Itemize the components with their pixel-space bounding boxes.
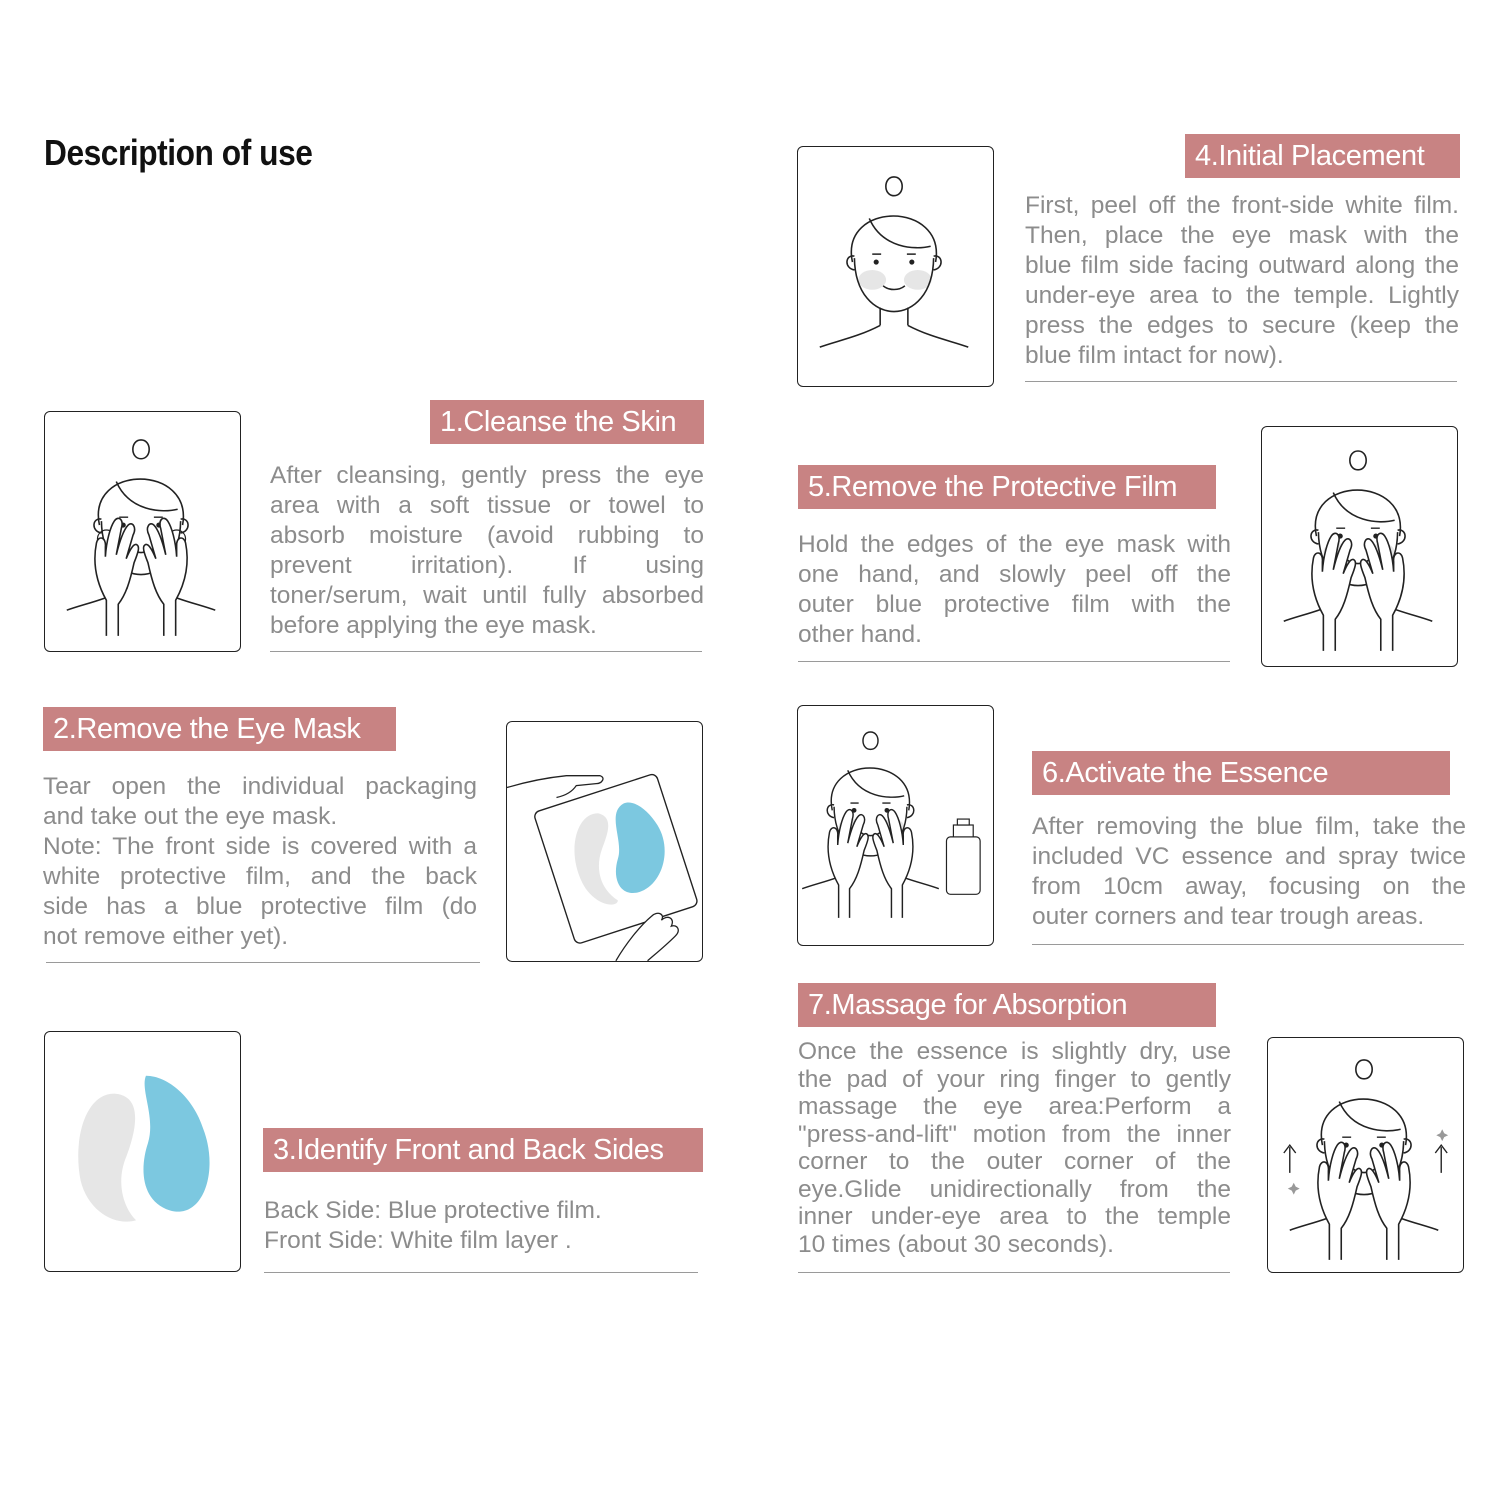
description-line: After cleansing, gently press the eye	[270, 462, 704, 489]
description-line: corner to the outer corner of the	[798, 1148, 1231, 1175]
description-line: First, peel off the front-side white film.	[1025, 192, 1459, 219]
step-4-divider	[1025, 381, 1457, 382]
description-line: before applying the eye mask.	[270, 612, 597, 639]
description-line: outer blue protective film with the	[798, 591, 1231, 618]
step-6-illustration	[797, 705, 994, 946]
face-hands-cheeks-icon	[45, 412, 240, 651]
description-line: blue film side facing outward along the	[1025, 252, 1459, 279]
description-line: 10 times (about 30 seconds).	[798, 1230, 1114, 1258]
description-line: other hand.	[798, 621, 922, 648]
description-line: toner/serum, wait until fully absorbed	[270, 582, 704, 609]
step-2-title: 2.Remove the Eye Mask	[43, 707, 396, 751]
description-line: and take out the eye mask.	[43, 803, 338, 830]
step-4-title: 4.Initial Placement	[1185, 134, 1460, 178]
description-line: not remove either yet).	[43, 923, 289, 950]
description-line: Hold the edges of the eye mask with	[798, 531, 1231, 558]
face-hands-patches-icon	[1262, 427, 1457, 666]
face-massage-icon	[1268, 1038, 1463, 1272]
description-line: absorb moisture (avoid rubbing to	[270, 522, 704, 549]
step-3-title: 3.Identify Front and Back Sides	[263, 1128, 703, 1172]
step-5-illustration	[1261, 426, 1458, 667]
description-line: outer corners and tear trough areas.	[1032, 903, 1425, 930]
step-1-divider	[270, 651, 702, 652]
page-title: Description of use	[44, 132, 313, 173]
step-1-illustration	[44, 411, 241, 652]
step-7-illustration	[1267, 1037, 1464, 1273]
step-7-description	[798, 1038, 1231, 1258]
description-line: After removing the blue film, take the	[1032, 813, 1466, 840]
description-line: included VC essence and spray twice	[1032, 843, 1466, 870]
step-6-divider	[1032, 944, 1464, 945]
step-3-divider	[264, 1272, 698, 1273]
description-line: side has a blue protective film (do	[43, 893, 477, 920]
step-2-description	[43, 772, 477, 952]
step-5-description	[798, 530, 1231, 650]
step-4-illustration	[797, 146, 994, 387]
description-line: one hand, and slowly peel off the	[798, 561, 1231, 588]
eye-mask-package-icon	[507, 722, 702, 961]
step-1-title: 1.Cleanse the Skin	[430, 400, 704, 444]
description-line: Tear open the individual packaging	[43, 773, 477, 800]
step-2-illustration	[506, 721, 703, 962]
step-6-title: 6.Activate the Essence	[1032, 751, 1450, 795]
description-line: Note: The front side is covered with a	[43, 833, 477, 860]
step-3-illustration	[44, 1031, 241, 1272]
description-line: Then, place the eye mask with the	[1025, 222, 1459, 249]
description-line: massage the eye area:Perform a	[798, 1093, 1231, 1120]
step-5-title: 5.Remove the Protective Film	[798, 465, 1216, 509]
description-line: prevent irritation). If using	[270, 552, 704, 579]
description-line: Once the essence is slightly dry, use	[798, 1038, 1231, 1065]
description-line: press the edges to secure (keep the	[1025, 312, 1459, 339]
description-line: under-eye area to the temple. Lightly	[1025, 282, 1459, 309]
description-line: Front Side: White film layer .	[264, 1227, 572, 1254]
step-5-divider	[798, 661, 1230, 662]
step-7-title: 7.Massage for Absorption	[798, 983, 1216, 1027]
description-line: inner under-eye area to the temple	[798, 1203, 1231, 1230]
step-2-divider	[46, 962, 480, 963]
description-line: white protective film, and the back	[43, 863, 477, 890]
step-6-description	[1032, 812, 1466, 932]
step-1-description	[270, 461, 704, 641]
step-4-description	[1025, 191, 1459, 371]
description-line: the pad of your ring finger to gently	[798, 1065, 1231, 1093]
step-3-description	[264, 1196, 704, 1256]
description-line: blue film intact for now).	[1025, 342, 1284, 369]
description-line: "press-and-lift" motion from the inner	[798, 1120, 1231, 1148]
description-line: from 10cm away, focusing on the	[1032, 873, 1466, 900]
description-line: Back Side: Blue protective film.	[264, 1197, 602, 1224]
description-line: area with a soft tissue or towel to	[270, 492, 704, 519]
step-7-divider	[798, 1272, 1230, 1273]
face-eye-patches-icon	[798, 147, 993, 386]
face-spray-bottle-icon	[798, 706, 993, 945]
description-line: eye.Glide unidirectionally from the	[798, 1175, 1231, 1203]
eye-mask-sides-icon	[45, 1032, 240, 1271]
